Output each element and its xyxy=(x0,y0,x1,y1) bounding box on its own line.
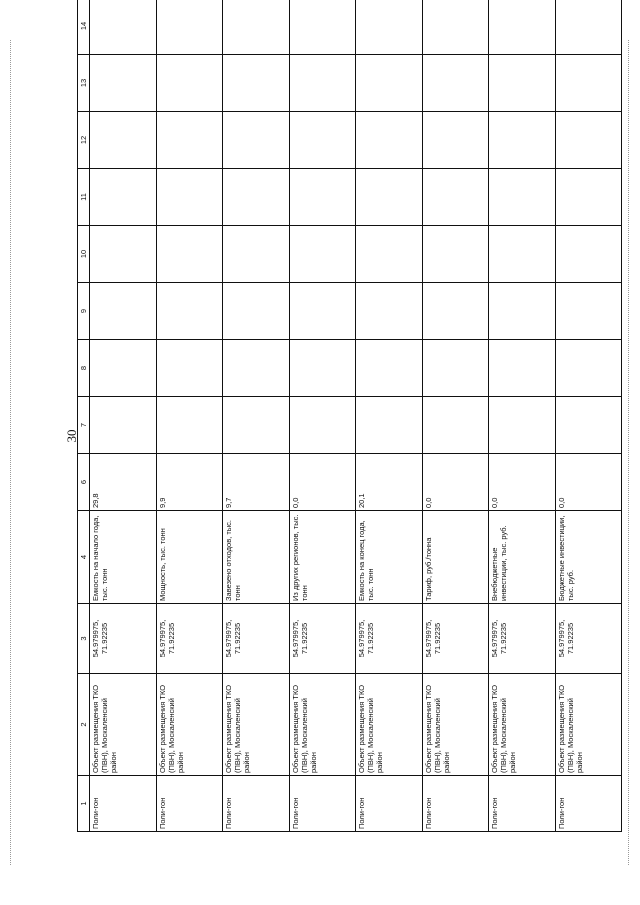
scan-edge-right xyxy=(628,40,629,865)
facility-name-cell: Объект размещения ТКО (ПВН), Москаленский район xyxy=(356,674,423,776)
column-header: 10 xyxy=(78,226,90,283)
empty-cell xyxy=(422,397,489,454)
indicator-cell: Внебюджетные инвестиции, тыс. руб. xyxy=(489,511,556,604)
empty-cell xyxy=(489,169,556,226)
empty-cell xyxy=(356,397,423,454)
value-cell: 0,0 xyxy=(422,454,489,511)
empty-cell xyxy=(555,226,622,283)
indicator-cell: Тариф, руб./тонна xyxy=(422,511,489,604)
indicator-cell: Емкость на начало года, тыс. тонн xyxy=(90,511,157,604)
empty-cell xyxy=(422,283,489,340)
facility-name-cell: Объект размещения ТКО (ПВН), Москаленский район xyxy=(223,674,290,776)
empty-cell xyxy=(489,397,556,454)
empty-cell xyxy=(555,283,622,340)
coordinates-cell: 54.979975, 71.92235 xyxy=(223,604,290,674)
empty-cell xyxy=(422,226,489,283)
column-header: 11 xyxy=(78,169,90,226)
empty-cell xyxy=(156,0,223,55)
facility-name-cell: Объект размещения ТКО (ПВН), Москаленский район xyxy=(156,674,223,776)
empty-cell xyxy=(223,397,290,454)
coordinates-cell: 54.979975, 71.92235 xyxy=(555,604,622,674)
empty-cell xyxy=(289,169,356,226)
facility-type-cell: Поли-гон xyxy=(489,776,556,832)
column-header: 4 xyxy=(78,511,90,604)
table-row xyxy=(489,0,556,832)
empty-cell xyxy=(156,55,223,112)
coordinates-cell: 54.979975, 71.92235 xyxy=(90,604,157,674)
empty-cell xyxy=(223,0,290,55)
value-cell: 0,0 xyxy=(489,454,556,511)
empty-cell xyxy=(555,340,622,397)
column-header: 3 xyxy=(78,604,90,674)
coordinates-cell: 54.979975, 71.92235 xyxy=(156,604,223,674)
empty-cell xyxy=(156,226,223,283)
empty-cell xyxy=(555,397,622,454)
empty-cell xyxy=(489,55,556,112)
empty-cell xyxy=(489,226,556,283)
table-row xyxy=(223,0,290,832)
empty-cell xyxy=(555,112,622,169)
empty-cell xyxy=(90,283,157,340)
empty-cell xyxy=(356,0,423,55)
facility-type-cell: Поли-гон xyxy=(223,776,290,832)
table-row xyxy=(156,0,223,832)
coordinates-cell: 54.979975, 71.92235 xyxy=(356,604,423,674)
indicator-cell: Емкость на конец года, тыс. тонн xyxy=(356,511,423,604)
empty-cell xyxy=(356,283,423,340)
column-header: 1 xyxy=(78,776,90,832)
empty-cell xyxy=(90,169,157,226)
empty-cell xyxy=(356,226,423,283)
empty-cell xyxy=(289,340,356,397)
empty-cell xyxy=(289,226,356,283)
indicator-cell: Бюджетные инвестиции, тыс. руб. xyxy=(555,511,622,604)
rotated-table-container xyxy=(77,22,622,832)
empty-cell xyxy=(156,340,223,397)
page-number: 30 xyxy=(64,429,79,443)
waste-facility-table xyxy=(77,0,622,832)
empty-cell xyxy=(356,55,423,112)
value-cell: 29,8 xyxy=(90,454,157,511)
column-header: 8 xyxy=(78,340,90,397)
empty-cell xyxy=(90,340,157,397)
empty-cell xyxy=(489,283,556,340)
empty-cell xyxy=(489,0,556,55)
table-row xyxy=(289,0,356,832)
column-header: 7 xyxy=(78,397,90,454)
empty-cell xyxy=(156,283,223,340)
value-cell: 9,9 xyxy=(156,454,223,511)
empty-cell xyxy=(356,340,423,397)
facility-type-cell: Поли-гон xyxy=(90,776,157,832)
empty-cell xyxy=(90,0,157,55)
column-header: 9 xyxy=(78,283,90,340)
empty-cell xyxy=(289,55,356,112)
facility-type-cell: Поли-гон xyxy=(289,776,356,832)
empty-cell xyxy=(555,169,622,226)
empty-cell xyxy=(90,55,157,112)
indicator-cell: Мощность, тыс. тонн xyxy=(156,511,223,604)
empty-cell xyxy=(422,112,489,169)
empty-cell xyxy=(555,55,622,112)
facility-name-cell: Объект размещения ТКО (ПВН), Москаленский район xyxy=(555,674,622,776)
empty-cell xyxy=(289,0,356,55)
empty-cell xyxy=(289,397,356,454)
facility-name-cell: Объект размещения ТКО (ПВН), Москаленский район xyxy=(422,674,489,776)
facility-type-cell: Поли-гон xyxy=(156,776,223,832)
empty-cell xyxy=(356,169,423,226)
value-cell: 20,1 xyxy=(356,454,423,511)
empty-cell xyxy=(156,112,223,169)
empty-cell xyxy=(422,0,489,55)
column-header: 13 xyxy=(78,55,90,112)
empty-cell xyxy=(289,112,356,169)
facility-name-cell: Объект размещения ТКО (ПВН), Москаленский район xyxy=(90,674,157,776)
empty-cell xyxy=(156,397,223,454)
facility-type-cell: Поли-гон xyxy=(356,776,423,832)
column-header: 12 xyxy=(78,112,90,169)
scan-edge-left xyxy=(10,40,11,865)
empty-cell xyxy=(489,112,556,169)
coordinates-cell: 54.979975, 71.92235 xyxy=(422,604,489,674)
facility-type-cell: Поли-гон xyxy=(555,776,622,832)
value-cell: 0,0 xyxy=(289,454,356,511)
coordinates-cell: 54.979975, 71.92235 xyxy=(489,604,556,674)
facility-type-cell: Поли-гон xyxy=(422,776,489,832)
empty-cell xyxy=(90,112,157,169)
indicator-cell: Из других регионов, тыс. тонн xyxy=(289,511,356,604)
empty-cell xyxy=(223,283,290,340)
empty-cell xyxy=(422,169,489,226)
empty-cell xyxy=(289,283,356,340)
value-cell: 9,7 xyxy=(223,454,290,511)
empty-cell xyxy=(90,226,157,283)
empty-cell xyxy=(156,169,223,226)
table-row xyxy=(555,0,622,832)
empty-cell xyxy=(223,169,290,226)
indicator-cell: Завезено отходов, тыс. тонн xyxy=(223,511,290,604)
empty-cell xyxy=(90,397,157,454)
table-row xyxy=(422,0,489,832)
column-header: 14 xyxy=(78,0,90,55)
empty-cell xyxy=(223,112,290,169)
table-row xyxy=(90,0,157,832)
empty-cell xyxy=(223,55,290,112)
column-number-row xyxy=(78,0,90,832)
empty-cell xyxy=(422,340,489,397)
empty-cell xyxy=(555,0,622,55)
column-header: 6 xyxy=(78,454,90,511)
value-cell: 0,0 xyxy=(555,454,622,511)
empty-cell xyxy=(356,112,423,169)
empty-cell xyxy=(223,340,290,397)
column-header: 2 xyxy=(78,674,90,776)
empty-cell xyxy=(223,226,290,283)
empty-cell xyxy=(422,55,489,112)
empty-cell xyxy=(489,340,556,397)
facility-name-cell: Объект размещения ТКО (ПВН), Москаленский район xyxy=(289,674,356,776)
coordinates-cell: 54.979975, 71.92235 xyxy=(289,604,356,674)
facility-name-cell: Объект размещения ТКО (ПВН), Москаленский район xyxy=(489,674,556,776)
table-row xyxy=(356,0,423,832)
